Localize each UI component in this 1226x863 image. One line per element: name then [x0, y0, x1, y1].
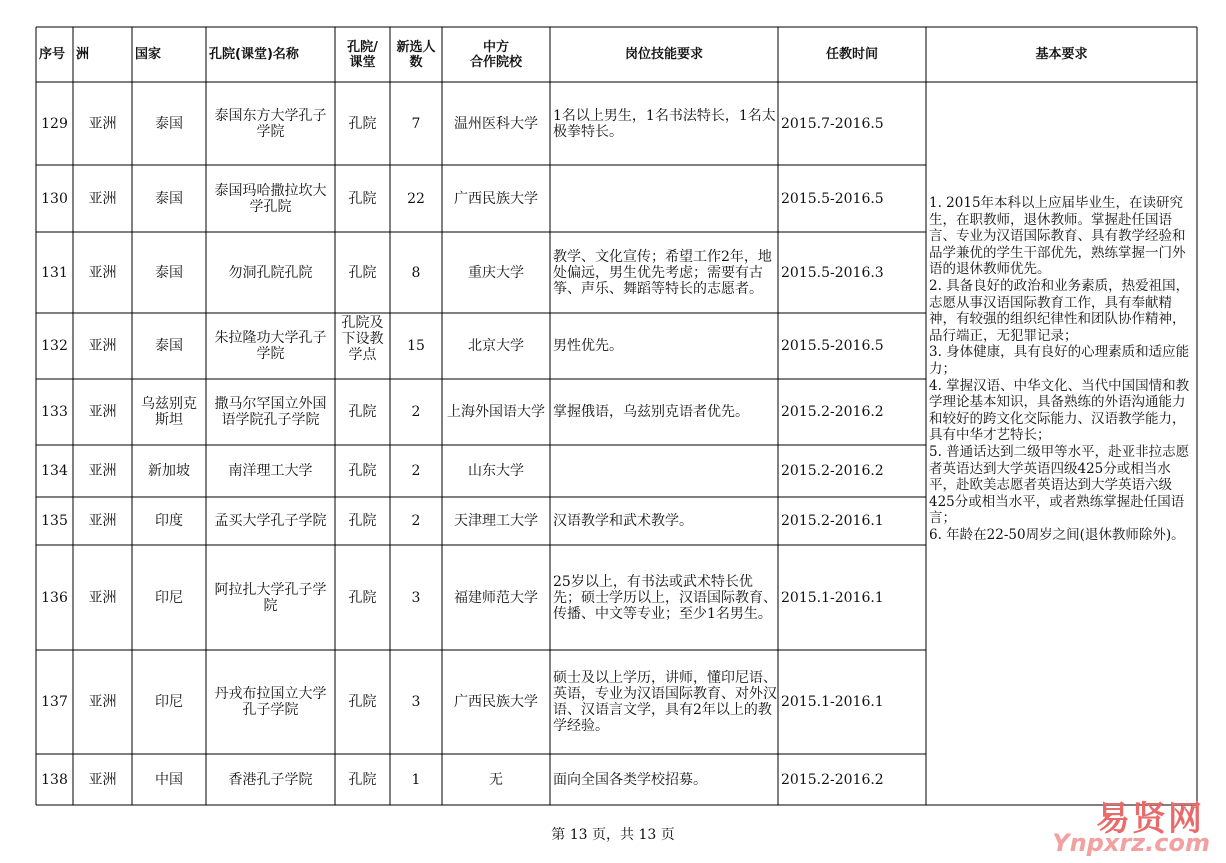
cell-skills [550, 165, 778, 232]
cell-type: 孔院 [348, 115, 377, 132]
header-seq: 序号 [39, 47, 66, 62]
cell-type: 孔院 [348, 463, 377, 479]
cell-type: 孔院 [348, 404, 377, 420]
cell-partner: 山东大学 [468, 463, 524, 479]
cell-partner: 北京大学 [468, 338, 524, 354]
cell-country: 泰国 [155, 264, 183, 281]
cell-count: 8 [411, 264, 421, 281]
cell-partner: 广西民族大学 [454, 694, 538, 710]
cell-country: 泰国 [155, 115, 183, 132]
cell-period: 2015.5-2016.5 [781, 338, 884, 354]
cell-type: 孔院 [348, 513, 377, 529]
cell-period: 2015.2-2016.1 [781, 513, 884, 529]
cell-institute: 南洋理工大学 [228, 463, 313, 479]
cell-continent: 亚洲 [88, 264, 117, 281]
cell-count: 7 [411, 115, 421, 132]
cell-period: 2015.5-2016.3 [781, 264, 884, 281]
cell-skills: 教学、文化宣传；希望工作2年，地处偏远，男生优先考虑；需要有古筝、声乐、舞蹈等特长的志愿者。 [553, 248, 772, 297]
cell-count: 15 [407, 338, 425, 354]
cell-seq: 132 [41, 338, 68, 354]
cell-institute: 泰国东方大学孔子学院 [214, 107, 327, 140]
header-count-line1: 新选人 [396, 39, 436, 55]
cell-seq: 137 [41, 694, 68, 710]
cell-institute: 撒马尔罕国立外国语学院孔子学院 [214, 396, 327, 428]
header-skills: 岗位技能要求 [624, 47, 703, 62]
requirement-item: 5. 普通话达到二级甲等水平，赴亚非拉志愿者英语达到大学英语四级425分或相当水平，赴欧美志愿者英语达到大学英语六级425分或相当水平，或者熟练掌握赴任国语言； [929, 443, 1190, 527]
cell-country: 中国 [155, 771, 183, 788]
cell-seq: 138 [41, 771, 68, 788]
cell-country: 印尼 [155, 694, 183, 710]
cell-seq: 136 [41, 589, 68, 606]
cell-skills: 面向全国各类学校招募。 [553, 771, 707, 788]
header-continent: 洲 [76, 47, 90, 62]
cell-country: 乌兹别克斯坦 [141, 396, 197, 428]
cell-skills: 汉语教学和武术教学。 [553, 513, 693, 529]
cell-continent: 亚洲 [88, 694, 117, 710]
cell-partner: 天津理工大学 [454, 513, 538, 529]
header-type [335, 27, 390, 82]
cell-country: 泰国 [155, 190, 183, 207]
cell-continent: 亚洲 [88, 589, 117, 606]
cell-seq: 131 [41, 264, 68, 281]
cell-type: 孔院 [348, 589, 377, 606]
cell-count: 1 [411, 771, 421, 788]
cell-seq: 135 [41, 513, 68, 529]
cell-continent: 亚洲 [88, 513, 117, 529]
watermark-logo: 易贤网 Ynpxrz.com [1052, 799, 1210, 857]
cell-country: 印度 [155, 513, 183, 529]
cell-continent: 亚洲 [88, 115, 117, 132]
cell-seq: 130 [41, 190, 68, 207]
header-partner-line1: 中方 [482, 39, 509, 55]
cell-institute: 香港孔子学院 [228, 771, 313, 788]
requirement-item: 1. 2015年本科以上应届毕业生，在读研究生，在职教师，退休教师。掌握赴任国语言、专业为汉语国际教育、具有教学经验和品学兼优的学生干部优先，熟练掌握一门外语的退休教师优先。 [929, 195, 1186, 278]
cell-skills: 男性优先。 [553, 338, 623, 354]
cell-seq: 129 [41, 115, 68, 132]
cell-country: 新加坡 [148, 463, 190, 479]
cell-skills [550, 445, 778, 497]
requirement-item: 4. 掌握汉语、中华文化、当代中国国情和教学理论基本知识，具备熟练的外语沟通能力和较好的跨文化交际能力、汉语教学能力，具有中华才艺特长； [929, 377, 1190, 444]
cell-partner: 无 [489, 771, 503, 788]
cell-partner: 广西民族大学 [454, 190, 538, 207]
header-country: 国家 [135, 47, 162, 62]
cell-period: 2015.2-2016.2 [781, 463, 884, 479]
cell-institute: 丹戎布拉国立大学孔子学院 [214, 686, 327, 718]
cell-continent: 亚洲 [88, 338, 117, 354]
cell-institute: 勿洞孔院孔院 [228, 264, 313, 281]
cell-skills: 掌握俄语，乌兹别克语者优先。 [553, 404, 749, 420]
cell-period: 2015.5-2016.5 [781, 190, 884, 207]
cell-institute: 泰国玛哈撒拉坎大学孔院 [214, 182, 327, 215]
header-count [390, 27, 442, 82]
cell-country: 泰国 [155, 338, 183, 354]
cell-count: 2 [411, 513, 421, 529]
cell-count: 2 [411, 463, 421, 479]
cell-skills: 25岁以上，有书法或武术特长优先；硕士学历以上，汉语国际教育、传播、中文等专业；至少1名男生。 [553, 573, 777, 622]
cell-continent: 亚洲 [88, 190, 117, 207]
cell-period: 2015.2-2016.2 [781, 404, 884, 420]
header-institute: 孔院(课堂)名称 [209, 47, 299, 62]
cell-institute: 朱拉隆功大学孔子学院 [214, 330, 327, 362]
page-footer: 第 13 页，共 13 页 [551, 827, 675, 843]
cell-skills: 1名以上男生，1名书法特长，1名太极拳特长。 [553, 107, 776, 140]
header-partner-line2: 合作院校 [469, 54, 522, 70]
cell-type: 孔院 [348, 264, 377, 281]
cell-seq: 133 [41, 404, 68, 420]
cell-type: 孔院 [348, 694, 377, 710]
header-partner [442, 27, 550, 82]
cell-partner: 福建师范大学 [454, 589, 538, 606]
cell-period: 2015.1-2016.1 [781, 694, 884, 710]
cell-seq: 134 [41, 463, 68, 479]
cell-partner: 温州医科大学 [454, 115, 538, 132]
cell-continent: 亚洲 [88, 771, 117, 788]
cell-skills: 硕士及以上学历，讲师，懂印尼语、英语，专业为汉语国际教育、对外汉语、汉语言文学，具有2年以上的教学经验。 [553, 670, 777, 734]
cell-period: 2015.1-2016.1 [781, 589, 884, 606]
header-period: 任教时间 [825, 47, 878, 62]
cell-type: 孔院 [348, 190, 377, 207]
cell-type: 孔院及下设教学点 [341, 315, 384, 363]
cell-period: 2015.7-2016.5 [781, 115, 884, 132]
basic-requirements [929, 195, 1195, 543]
cell-institute: 阿拉扎大学孔子学院 [214, 581, 327, 614]
cell-period: 2015.2-2016.2 [781, 771, 884, 788]
cell-count: 3 [411, 589, 421, 606]
cell-count: 2 [411, 404, 421, 420]
cell-count: 3 [411, 694, 421, 710]
cell-institute: 孟买大学孔子学院 [214, 513, 327, 529]
requirement-item: 2. 具备良好的政治和业务素质，热爱祖国，志愿从事汉语国际教育工作，具有奉献精神，有较强的组织纪律性和团队协作精神，品行端正，无犯罪记录； [929, 277, 1190, 344]
cell-count: 22 [407, 190, 425, 207]
cell-continent: 亚洲 [88, 463, 117, 479]
requirement-item: 3. 身体健康，具有良好的心理素质和适应能力； [929, 344, 1190, 377]
cell-type: 孔院 [348, 771, 377, 788]
cell-country: 印尼 [155, 589, 183, 606]
header-type-line1: 孔院/ [347, 39, 378, 55]
header-type-line2: 课堂 [349, 54, 376, 70]
cell-partner: 重庆大学 [468, 264, 524, 281]
requirement-item: 6. 年龄在22-50周岁之间(退休教师除外)。 [929, 526, 1185, 543]
header-count-line2: 数 [409, 54, 423, 70]
header-basic: 基本要求 [1035, 47, 1088, 62]
cell-continent: 亚洲 [88, 404, 117, 420]
cell-partner: 上海外国语大学 [447, 404, 545, 420]
